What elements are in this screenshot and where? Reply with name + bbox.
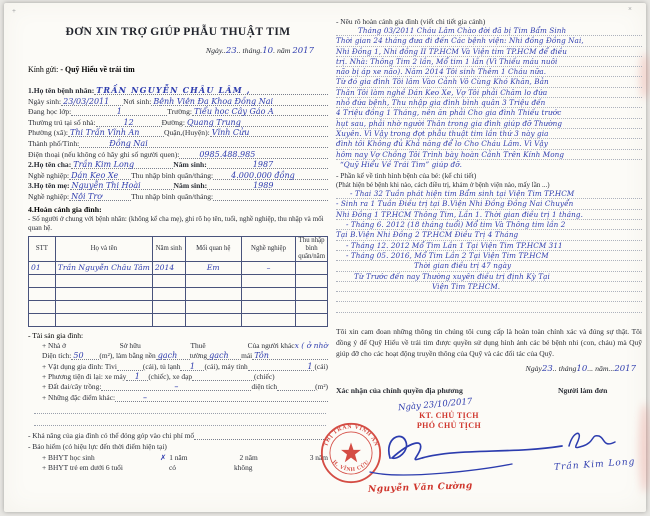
- stamp-star-icon: [341, 442, 361, 462]
- patient-name-value: TRẦN NGUYỄN CHÂU LÂM ,: [96, 85, 251, 95]
- street-value: Quang Trung: [186, 117, 241, 127]
- dob-value: 23/03/2011: [63, 96, 110, 106]
- scanned-form-page: [4, 3, 646, 512]
- official-signature: [362, 424, 572, 482]
- applicant-name: Trần Kim Long: [553, 456, 636, 473]
- city-value: Đồng Nai: [109, 138, 148, 148]
- bhyt-child-line: + BHYT trẻ em dưới 6 tuổi có không: [42, 463, 253, 473]
- disease-heading: - Phần kể về tình hình bệnh của bé: (kể chi tiết): [336, 171, 477, 181]
- table-row: 01 Trần Nguyễn Châu Tâm 2014 Em –: [29, 261, 328, 274]
- computer-count: 1: [307, 361, 313, 371]
- phone-line: Điện thoại (nếu không có hãy ghi số người quen): 0985.488.985: [28, 148, 328, 159]
- signature-date-line: Ngày23.. tháng10... năm...2017: [525, 363, 636, 374]
- form-date-line: Ngày..23.. tháng.10. năm 2017: [205, 46, 314, 56]
- form-right-column: [323, 11, 642, 510]
- bhyt-student-line: + BHYT học sinh ✗ 1 năm 2 năm 3 năm: [42, 452, 328, 462]
- household-table: [28, 236, 328, 327]
- grade-value: 1: [116, 107, 122, 117]
- city-line: Thành phố/Tỉnh: Đồng Nai: [28, 137, 328, 148]
- patient-name-line: 1.Họ tên bệnh nhân: TRẦN NGUYỄN CHÂU LÂM ,: [28, 82, 328, 95]
- table-row-empty: [29, 287, 328, 300]
- authority-confirmation-title: Xác nhận của chính quyền địa phương: [336, 385, 463, 395]
- transport-line: + Phương tiện đi lại: xe máy 1 (chiếc), xe đạp (chiếc): [42, 372, 275, 382]
- date-year-handwritten: 2017: [292, 46, 314, 56]
- moto-count: 1: [134, 372, 140, 382]
- house-no-value: 12: [123, 117, 134, 127]
- table-header-row: STT Họ và tên Năm sinh Mối quan hệ Nghề nghiệp Thu nhập bình quân/năm: [29, 236, 328, 261]
- applicant-title: Người làm đơn: [558, 385, 608, 395]
- mother-job-line: Nghề nghiệp: Nội Trợ Thu nhập bình quân/tháng:: [28, 190, 328, 201]
- father-birth-value: 1987: [252, 160, 274, 170]
- scan-corner-mark: ×: [628, 5, 632, 13]
- scan-corner-mark: +: [12, 7, 16, 15]
- stamp-arc-top-text: THỊ TRẤN VĨNH AN: [323, 423, 379, 448]
- form-left-column: [28, 11, 328, 473]
- land-value: –: [174, 382, 179, 392]
- mother-line: 3.Họ tên mẹ: Nguyễn Thị Hoài Năm sinh: 1989: [28, 180, 328, 191]
- official-name: Nguyễn Văn Cường: [367, 480, 473, 495]
- land-line: + Đất đai/cây trồng: – diện tích (m²): [42, 382, 328, 392]
- addressee-value: - Quỹ Hiểu về trái tim: [60, 65, 135, 74]
- situation-heading: - Nêu rõ hoàn cảnh gia đình (viết chi tiết gia cảnh): [336, 17, 486, 26]
- stamp-arc-bottom-text: H. VĨNH CỬU: [330, 459, 372, 473]
- commitment-paragraph: Tôi xin cam đoan những thông tin chúng tôi cung cấp là hoàn toàn chính xác và đúng sự thật. Tôi đồng ý để Quỹ Hiểu về trái tim được quyền sử dụng hình ảnh các bé bệnh nhi (con, cháu) mà Quỹ giúp đỡ cho các hoạt động truyền thông của Quỹ và các đối tác của Quỹ.: [336, 326, 642, 358]
- blank-dotted-line: [34, 404, 326, 415]
- bhyt-check-mark: ✗: [159, 452, 167, 462]
- table-row-empty: [29, 313, 328, 326]
- father-line: 2.Họ tên cha: Trần Kim Long Năm sinh: 1987: [28, 159, 328, 170]
- section4-note: - Số người ở chung với bệnh nhân: (không kể cha mẹ), ghi rõ họ tên, tuổi, nghề nghiệp, thu nhập và mối quan hệ.: [28, 214, 324, 232]
- other-notes-value: –: [143, 392, 148, 402]
- situation-handwriting: Tháng 03/2011 Cháu Lâm Chào đời đã bị Tim Bẩm Sinh Thời gian 24 tháng đưa đi đến Các bệnh viện: Nhi đồng Đồng Nai, Nhi Đồng 1, Nhi đồng II TP.HCM Và Viện tim TP.HCM để điều trị. Nhà: Thông Tim 2 lần, Mổ tim 1 lần (Vì Thiếu máu nuôi não bị áp xe não). Năm 2014 Tôi sinh Thêm 1 Cháu nữa. Từ đó gia đình Tôi lâm Vào Cảnh Vô Cùng Khó Khăn, Bản Thân Tôi làm nghề Dán Keo Xe, Vợ Tôi phải Chăm lo đứa nhỏ đứa bệnh, Thu nhập gia đình bình quân 3 Triệu đến 4 Triệu đồng 1 Tháng, nên ăn phải Cho gia đình Thiếu trước hụt sau, phải nhờ người Thân trong gia đình giúp đỡ Thường Xuyên. Vì Vậy trong đợt phẫu thuật tim lần thứ 3 này gia đình tôi Không đủ Khả năng để lo Cho Cháu Lâm. Vì Vậy hôm nay Vợ Chồng Tôi Trình bày hoàn Cảnh Trên Kính Mong “Quỹ Hiểu Về Trái Tim” giúp đỡ.: [336, 26, 642, 169]
- addressee-line: Kính gửi: - Quỹ Hiểu về trái tim: [28, 65, 135, 74]
- other-notes-line: + Những đặc điểm khác: –: [28, 391, 328, 401]
- father-income-value: 4.000.000 đồng: [231, 170, 295, 180]
- mother-name-value: Nguyễn Thị Hoài: [71, 181, 141, 191]
- table-row-empty: [29, 274, 328, 287]
- blank-dotted-line: [34, 415, 326, 426]
- table-row-empty: [29, 300, 328, 313]
- applicant-signature: [561, 424, 631, 454]
- address-line: Thường trú tại số nhà: 12 Đường: Quang Trung: [28, 116, 328, 127]
- fridge-count: 1: [189, 361, 195, 371]
- dob-line: Ngày sinh: 23/03/2011 Nơi sinh: Bệnh Viện Đa Khoa Đồng Nai: [28, 95, 328, 106]
- blank-dotted-line: [336, 302, 642, 312]
- area-value: 50: [73, 351, 84, 361]
- disease-handwriting: - Thai 32 Tuần phát hiện tim Bẩm sinh tại Viện Tim TP.HCM - Sinh ra 1 Tuần Điều trị tại B.Viện Nhi Đồng Đồng Nai Chuyển Nhi Đồng 1 TP.HCM Thông Tim, Lần 1. Thời gian điều trị 1 tháng. - Tháng 6. 2012 (18 tháng tuổi) Mổ tim Và Thông tim lần 2 Tại B.Viện Nhi Đồng 2 TP.HCM Điều Trị 4 Tháng - Tháng 12. 2012 Mổ Tim Lần 1 Tại Viện Tim TP.HCM 311 - Tháng 05. 2016, Mổ Tim Lần 2 Tại Viện Tim TP.HCM Thời gian điều trị 47 ngày Từ Trước đến nay Thường xuyên điều trị định Kỳ Tại Viện Tim TP.HCM.: [336, 189, 642, 313]
- father-job-line: Nghề nghiệp: Dán Keo Xe Thu nhập bình quân/tháng: 4.000.000 đồng: [28, 169, 328, 180]
- authority-handwritten-date: Ngày 23/10/2017: [397, 396, 473, 413]
- signature-area: [323, 378, 642, 510]
- floor-value: gạch: [157, 351, 178, 361]
- grade-line: Đang học lớp: 1 Trường: Tiểu học Cây Gáo A: [28, 106, 328, 117]
- section4-heading: 4.Hoàn cảnh gia đình:: [28, 204, 102, 214]
- wall-value: gạch: [209, 351, 229, 361]
- appliances-line: + Vật dụng gia đình: Tivi (cái), tủ lạnh 1 (cái), máy tính 1 (cái): [42, 361, 328, 371]
- house-area-line: Diện tích: 50 (m²), làm bằng nền gạch tường gạch mái Tôn: [28, 350, 328, 360]
- date-day-handwritten: 23: [225, 46, 237, 56]
- mother-job-value: Nội Trợ: [71, 191, 103, 201]
- form-title: ĐƠN XIN TRỢ GIÚP PHẪU THUẬT TIM: [65, 26, 291, 38]
- disease-subheading: (Phát hiện bé bệnh khi nào, cách điều trị, khám ở bệnh viện nào, mấy lần ...): [336, 181, 550, 190]
- assets-heading: - Tài sản gia đình:: [28, 330, 84, 340]
- school-value: Tiểu học Cây Gáo A: [194, 107, 274, 117]
- ward-line: Phường (xã): Thị Trấn Vĩnh An Quận,(Huyện): Vĩnh Cửu: [28, 127, 328, 138]
- blank-dotted-line: [336, 292, 642, 302]
- father-job-value: Dán Keo Xe: [71, 170, 119, 180]
- ward-value: Thị Trấn Vĩnh An: [69, 128, 140, 138]
- house-other-value: x ( ở nhờ: [294, 340, 328, 350]
- insurance-heading: - Bảo hiểm (có hiệu lực đến thời điểm hiện tại): [28, 441, 167, 451]
- contribution-line: - Khả năng của gia đình có thể đóng góp vào chi phí mổ: [28, 429, 328, 440]
- phone-value: 0985.488.985: [199, 149, 256, 159]
- date-month-handwritten: 10: [262, 46, 274, 56]
- district-value: Vĩnh Cửu: [211, 128, 250, 138]
- pob-value: Bệnh Viện Đa Khoa Đồng Nai: [153, 96, 274, 106]
- house-ownership-line: + Nhà ở Sở hữu Thuê Của người khác x ( ở nhờ: [42, 340, 328, 350]
- deputy-chairman-title: KT. CHỦ TỊCH PHÓ CHỦ TỊCH: [416, 410, 482, 430]
- roof-value: Tôn: [254, 351, 269, 361]
- mother-birth-value: 1989: [253, 181, 274, 191]
- father-name-value: Trần Kim Long: [73, 160, 135, 170]
